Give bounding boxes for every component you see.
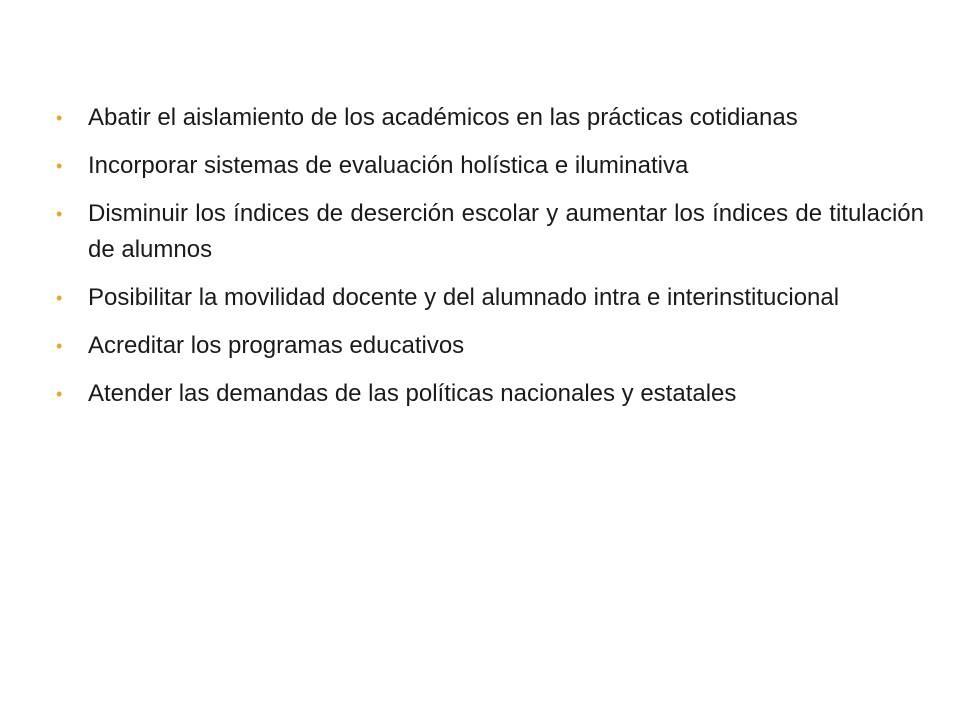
- list-item: [56, 328, 924, 364]
- list-item: [56, 100, 924, 136]
- bullet-text: Acreditar los programas educativos: [88, 332, 465, 359]
- bullet-text: Posibilitar la movilidad docente y del alumnado intra e interinstitucional: [88, 284, 840, 311]
- list-item: [56, 148, 924, 184]
- bullet-icon: •: [56, 384, 63, 404]
- bullet-icon: •: [56, 288, 63, 308]
- bullet-text: Disminuir los índices de deserción escolar y aumentar los índices de titulación de alumnos: [88, 200, 924, 263]
- list-item: [56, 196, 924, 268]
- bullet-list: [56, 100, 924, 424]
- bullet-icon: •: [56, 156, 63, 176]
- bullet-text: Abatir el aislamiento de los académicos en las prácticas cotidianas: [88, 104, 798, 131]
- list-item: [56, 376, 924, 412]
- bullet-icon: •: [56, 108, 63, 128]
- bullet-text: Incorporar sistemas de evaluación holística e iluminativa: [88, 152, 689, 179]
- bullet-icon: •: [56, 336, 63, 356]
- bullet-icon: •: [56, 204, 63, 224]
- list-item: [56, 280, 924, 316]
- bullet-text: Atender las demandas de las políticas nacionales y estatales: [88, 380, 737, 407]
